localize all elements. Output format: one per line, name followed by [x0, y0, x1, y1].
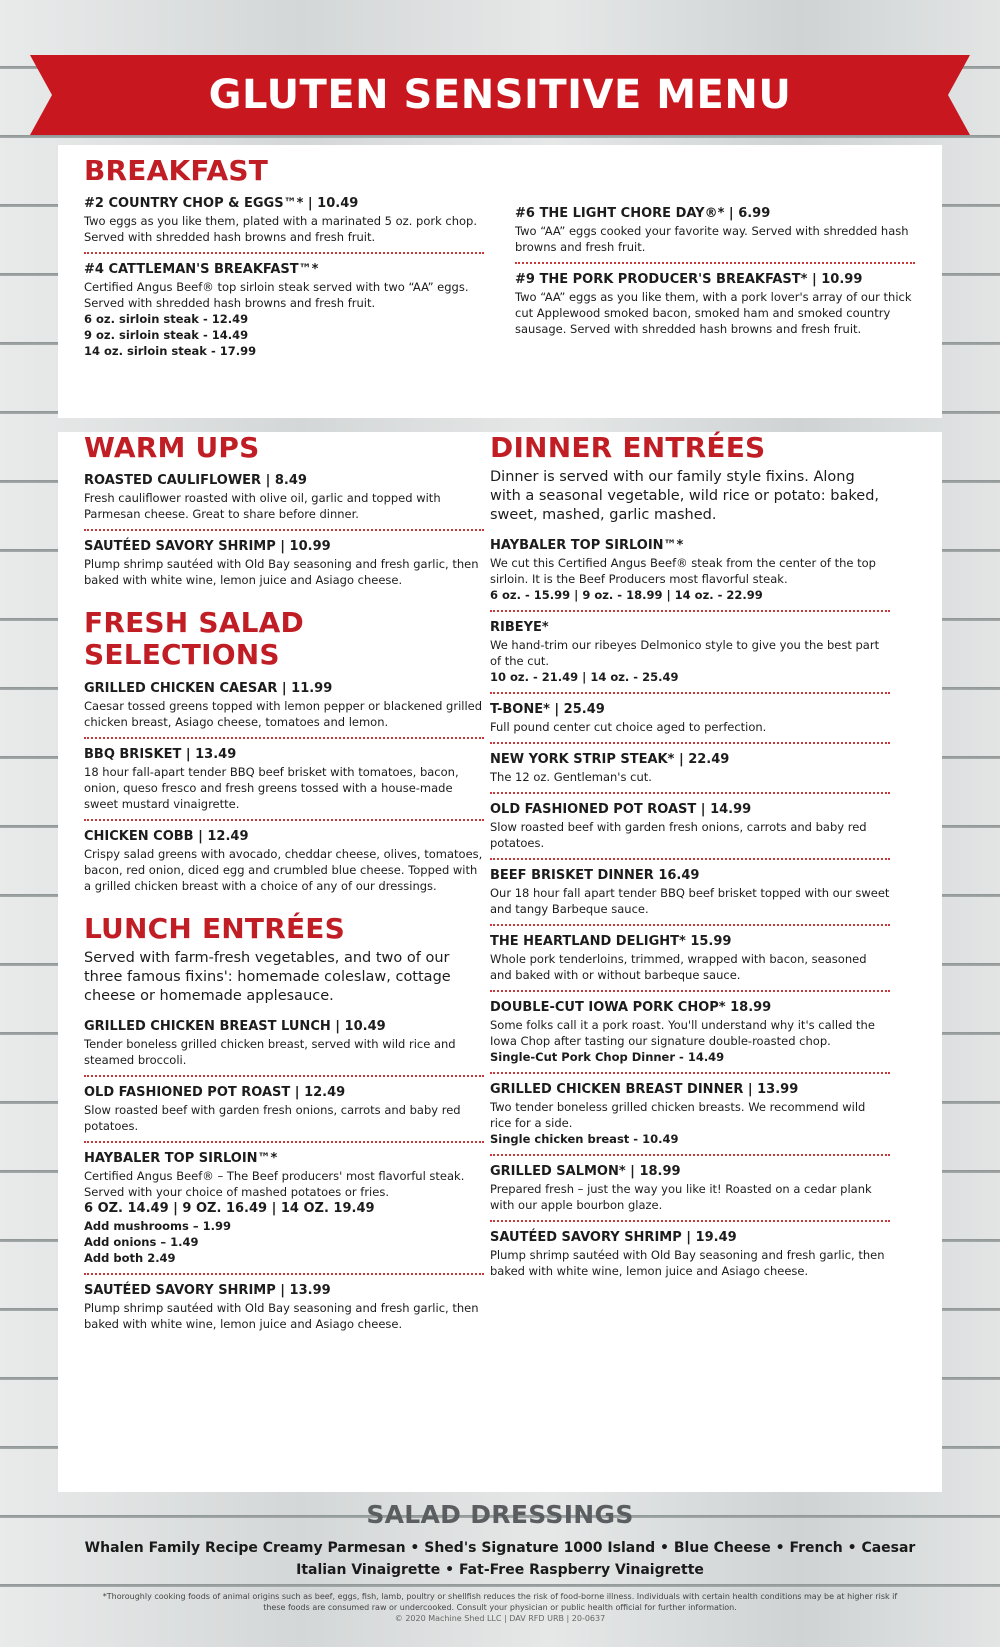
- menu-item-description: The 12 oz. Gentleman's cut.: [490, 770, 652, 785]
- menu-item: [490, 1163, 890, 1222]
- menu-item-description: Plump shrimp sautéed with Old Bay seasoning and fresh garlic, then baked with white wine, lemon juice and Asiago cheese.: [490, 1248, 885, 1279]
- menu-item-option: 6 oz. - 15.99 | 9 oz. - 18.99 | 14 oz. - 22.99: [490, 588, 763, 603]
- menu-item-option: 10 oz. - 21.49 | 14 oz. - 25.49: [490, 670, 679, 685]
- menu-item-option: Add mushrooms – 1.99: [84, 1218, 232, 1233]
- warm-ups-list: [84, 472, 484, 595]
- menu-item: [84, 261, 484, 366]
- menu-item: [490, 537, 890, 612]
- section-heading-lunch: LUNCH ENTRÉES: [84, 911, 345, 945]
- main-left-column: [84, 432, 484, 1346]
- section-heading-breakfast: BREAKFAST: [84, 154, 269, 187]
- breakfast-panel: [58, 145, 942, 418]
- menu-item-name: #9 THE PORK PRODUCER'S BREAKFAST* | 10.99: [515, 272, 863, 287]
- menu-item-option: Add onions – 1.49: [84, 1234, 199, 1249]
- section-heading-dinner: DINNER ENTRÉES: [490, 431, 766, 464]
- lunch-intro: Served with farm-fresh vegetables, and two of our three famous fixins': homemade coleslaw, cottage cheese or homemade applesauce.: [84, 949, 451, 1004]
- menu-item-name: DOUBLE-CUT IOWA PORK CHOP* 18.99: [490, 1000, 772, 1016]
- salad-dressings-section: [0, 1500, 1000, 1581]
- salads-list: [84, 680, 484, 901]
- menu-title: GLUTEN SENSITIVE MENU: [208, 72, 792, 118]
- menu-item-name: OLD FASHIONED POT ROAST | 12.49: [84, 1084, 346, 1100]
- menu-item-name: #4 CATTLEMAN'S BREAKFAST™*: [84, 262, 319, 278]
- menu-item-name: ROASTED CAULIFLOWER | 8.49: [84, 473, 307, 489]
- menu-item-description: Whole pork tenderloins, trimmed, wrapped with bacon, seasoned and baked with or without barbeque sauce.: [490, 952, 867, 983]
- menu-item-description: Slow roasted beef with garden fresh onions, carrots and baby red potatoes.: [490, 820, 867, 851]
- menu-item-description: Caesar tossed greens topped with lemon pepper or blackened grilled chicken breast, Asiago cheese, tomatoes and lemon.: [84, 698, 483, 729]
- disclaimer-text: *Thoroughly cooking foods of animal origins such as beef, eggs, fish, lamb, poultry or shellfish reduces the risk of food-borne illness. Individuals with certain health conditions may be at higher risk if these foods are consumed raw or undercooked. Consult your physician or public health official for further information.: [102, 1592, 898, 1612]
- menu-item: [490, 701, 890, 744]
- menu-item-description: Some folks call it a pork roast. You'll understand why it's called the Iowa Chop after tasting our signature double-roasted chop.: [490, 1018, 875, 1049]
- menu-item-name: SAUTÉED SAVORY SHRIMP | 10.99: [84, 539, 331, 555]
- menu-item: [84, 1150, 484, 1275]
- menu-item-name: CHICKEN COBB | 12.49: [84, 828, 249, 844]
- menu-item-option: Add both 2.49: [84, 1250, 176, 1265]
- section-heading-salads: FRESH SALAD SELECTIONS: [84, 606, 304, 672]
- menu-item-name: NEW YORK STRIP STEAK* | 22.49: [490, 752, 730, 768]
- menu-item-option: 6 oz. sirloin steak - 12.49: [84, 312, 249, 327]
- menu-item-name: RIBEYE*: [490, 620, 549, 636]
- menu-item-name: GRILLED CHICKEN CAESAR | 11.99: [84, 680, 333, 696]
- breakfast-left-list: [84, 195, 484, 366]
- menu-item-description: Two “AA” eggs as you like them, with a pork lover's array of our thick cut Applewood smoked bacon, smoked ham and smoked country sausage. Served with shredded hash browns and fresh fruit.: [515, 290, 912, 336]
- menu-item: [84, 828, 484, 901]
- menu-item-option: 9 oz. sirloin steak - 14.49: [84, 328, 249, 343]
- menu-item-option: 14 oz. sirloin steak - 17.99: [84, 344, 257, 359]
- menu-item-description: We cut this Certified Angus Beef® steak from the center of the top sirloin. It is the Beef Producers most flavorful steak.: [490, 556, 876, 587]
- menu-item: [84, 472, 484, 531]
- menu-item-description: Slow roasted beef with garden fresh onions, carrots and baby red potatoes.: [84, 1102, 461, 1133]
- menu-item: [490, 619, 890, 694]
- breakfast-right-column: [515, 205, 915, 351]
- menu-item-name: THE HEARTLAND DELIGHT* 15.99: [490, 934, 732, 950]
- menu-item-description: Certified Angus Beef® – The Beef producers' most flavorful steak. Served with your choice of mashed potatoes or fries.: [84, 1168, 465, 1199]
- menu-item-name: SAUTÉED SAVORY SHRIMP | 13.99: [84, 1282, 331, 1298]
- menu-item: [490, 999, 890, 1074]
- menu-item-description: Fresh cauliflower roasted with olive oil, garlic and topped with Parmesan cheese. Great to share before dinner.: [84, 491, 441, 522]
- dinner-list: [490, 537, 890, 1286]
- menu-item: [490, 933, 890, 992]
- menu-item-name: GRILLED CHICKEN BREAST LUNCH | 10.49: [84, 1018, 386, 1034]
- menu-item: [515, 271, 915, 344]
- dressings-heading: SALAD DRESSINGS: [366, 1500, 634, 1529]
- menu-item-name: OLD FASHIONED POT ROAST | 14.99: [490, 802, 752, 818]
- menu-item-name: HAYBALER TOP SIRLOIN™*: [84, 1150, 278, 1166]
- menu-item-name: GRILLED SALMON* | 18.99: [490, 1164, 681, 1180]
- menu-item-name: #6 THE LIGHT CHORE DAY®* | 6.99: [515, 206, 771, 221]
- menu-item-option: Single chicken breast - 10.49: [490, 1132, 679, 1147]
- menu-item: [490, 1229, 890, 1286]
- menu-item-sizes: 6 OZ. 14.49 | 9 OZ. 16.49 | 14 OZ. 19.49: [84, 1200, 375, 1216]
- section-heading-warm-ups: WARM UPS: [84, 431, 260, 464]
- menu-item: [490, 867, 890, 926]
- menu-item-description: Two “AA” eggs cooked your favorite way. Served with shredded hash browns and fresh fruit.: [515, 224, 909, 254]
- food-safety-disclaimer: [100, 1591, 900, 1624]
- menu-item-description: Two tender boneless grilled chicken breasts. We recommend wild rice for a side.: [490, 1100, 866, 1131]
- menu-item-description: Plump shrimp sautéed with Old Bay seasoning and fresh garlic, then baked with white wine, lemon juice and Asiago cheese.: [84, 1300, 479, 1331]
- menu-item-description: Crispy salad greens with avocado, cheddar cheese, olives, tomatoes, bacon, red onion, diced egg and crumbled blue cheese. Topped with a grilled chicken breast with a choice of any of our dressings.: [84, 846, 483, 893]
- menu-item-name: #2 COUNTRY CHOP & EGGS™* | 10.49: [84, 196, 359, 212]
- menu-item-name: GRILLED CHICKEN BREAST DINNER | 13.99: [490, 1082, 799, 1098]
- menu-item: [84, 538, 484, 595]
- copyright: © 2020 Machine Shed LLC | DAV RFD URB | 20-0637: [394, 1614, 606, 1623]
- dressings-line-1: Whalen Family Recipe Creamy Parmesan • Shed's Signature 1000 Island • Blue Cheese • French • Caesar: [84, 1540, 916, 1556]
- menu-item: [84, 1282, 484, 1339]
- menu-item: [84, 195, 484, 254]
- menu-item: [84, 1084, 484, 1143]
- menu-item-name: BBQ BRISKET | 13.49: [84, 746, 237, 762]
- dinner-intro: Dinner is served with our family style fixins. Along with a seasonal vegetable, wild rice or potato: baked, sweet, mashed, garlic mashed.: [490, 469, 880, 524]
- menu-item: [84, 746, 484, 821]
- menu-item: [515, 205, 915, 264]
- menu-item: [84, 680, 484, 739]
- menu-item-description: Two eggs as you like them, plated with a marinated 5 oz. pork chop. Served with shredded hash browns and fresh fruit.: [84, 214, 477, 245]
- menu-item-name: T-BONE* | 25.49: [490, 702, 605, 718]
- dressings-line-2: Italian Vinaigrette • Fat-Free Raspberry Vinaigrette: [296, 1562, 704, 1578]
- menu-item-description: We hand-trim our ribeyes Delmonico style to give you the best part of the cut.: [490, 638, 880, 669]
- main-menu-panel: [58, 432, 942, 1492]
- menu-item-description: Prepared fresh – just the way you like it! Roasted on a cedar plank with our apple bourbon glaze.: [490, 1182, 872, 1213]
- menu-item-description: Certified Angus Beef® top sirloin steak served with two “AA” eggs. Served with shredded hash browns and fresh fruit.: [84, 280, 469, 311]
- menu-item-name: HAYBALER TOP SIRLOIN™*: [490, 538, 684, 554]
- menu-item: [490, 801, 890, 860]
- menu-item-description: Tender boneless grilled chicken breast, served with wild rice and steamed broccoli.: [84, 1036, 456, 1067]
- lunch-list: [84, 1018, 484, 1339]
- menu-item: [490, 751, 890, 794]
- menu-item-description: Plump shrimp sautéed with Old Bay seasoning and fresh garlic, then baked with white wine, lemon juice and Asiago cheese.: [84, 557, 479, 588]
- menu-item-option: Single-Cut Pork Chop Dinner - 14.49: [490, 1050, 725, 1065]
- title-banner: [30, 55, 970, 135]
- menu-item-description: Full pound center cut choice aged to perfection.: [490, 720, 767, 735]
- menu-item-name: BEEF BRISKET DINNER 16.49: [490, 868, 700, 884]
- menu-item: [84, 1018, 484, 1077]
- menu-item-name: SAUTÉED SAVORY SHRIMP | 19.49: [490, 1230, 737, 1246]
- breakfast-left-column: [84, 155, 484, 373]
- menu-item: [490, 1081, 890, 1156]
- main-right-column: [490, 432, 890, 1293]
- breakfast-right-list: [515, 205, 915, 344]
- menu-item-description: Our 18 hour fall apart tender BBQ beef brisket topped with our sweet and tangy Barbeque sauce.: [490, 886, 890, 917]
- menu-item-description: 18 hour fall-apart tender BBQ beef brisket with tomatoes, bacon, onion, queso fresco and fresh greens tossed with a house-made sweet mustard vinaigrette.: [84, 764, 459, 811]
